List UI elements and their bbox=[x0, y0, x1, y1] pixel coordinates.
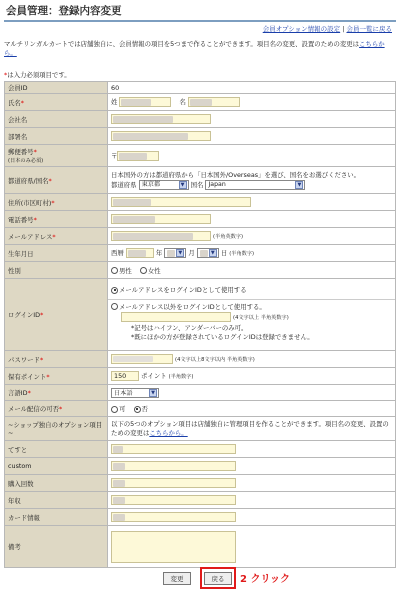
field-value-cell bbox=[108, 475, 396, 492]
blurred-value bbox=[167, 250, 175, 257]
blurred-value bbox=[113, 497, 125, 504]
chevron-down-icon[interactable]: ▼ bbox=[295, 181, 303, 189]
blurred-value bbox=[113, 133, 188, 140]
field-value-cell bbox=[108, 228, 396, 245]
field-label-cell bbox=[5, 417, 108, 441]
field-value-cell bbox=[108, 111, 396, 128]
row-option1 bbox=[5, 441, 396, 458]
field-value-cell bbox=[108, 458, 396, 475]
row-company bbox=[5, 111, 396, 128]
required-note bbox=[4, 70, 71, 79]
click-annotation: 2 クリック bbox=[240, 574, 291, 585]
gender-male-label: 男性 bbox=[119, 266, 132, 275]
blurred-value bbox=[113, 233, 193, 240]
field-value-cell bbox=[108, 401, 396, 417]
member-id-value: 60 bbox=[111, 83, 120, 92]
password-input[interactable] bbox=[111, 354, 173, 364]
phone-input[interactable] bbox=[111, 214, 211, 224]
row-option5 bbox=[5, 509, 396, 526]
zip-prefix: 〒 bbox=[111, 151, 118, 160]
field-label-cell bbox=[5, 368, 108, 385]
blurred-value bbox=[190, 99, 212, 106]
remarks-textarea[interactable] bbox=[111, 531, 236, 563]
row-points bbox=[5, 368, 396, 385]
blurred-value bbox=[113, 514, 125, 521]
row-zip bbox=[5, 145, 396, 167]
label-address: 住所(市区町村) bbox=[8, 198, 52, 207]
row-phone bbox=[5, 211, 396, 228]
field-value-cell bbox=[108, 351, 396, 368]
login-id-input[interactable] bbox=[121, 312, 231, 322]
birth-day-unit: 日 bbox=[220, 249, 228, 257]
login-email-radio[interactable] bbox=[111, 287, 118, 294]
row-prefecture bbox=[5, 167, 396, 194]
address-input[interactable] bbox=[111, 197, 251, 207]
given-name-input[interactable] bbox=[188, 97, 240, 107]
birth-day-select[interactable] bbox=[197, 248, 219, 258]
label-member-id: 会員ID bbox=[8, 84, 28, 92]
country-select[interactable]: Japan ▼ bbox=[205, 180, 305, 190]
field-value-cell bbox=[108, 526, 396, 568]
row-address bbox=[5, 194, 396, 211]
label-option3: 購入回数 bbox=[8, 479, 34, 488]
top-links bbox=[263, 24, 392, 33]
points-input[interactable]: 150 bbox=[111, 371, 139, 381]
label-remarks: 備考 bbox=[8, 543, 21, 551]
label-prefecture: 都道府県/国名 bbox=[8, 176, 49, 185]
row-login-id bbox=[5, 279, 396, 351]
field-label-cell bbox=[5, 194, 108, 211]
option2-input[interactable] bbox=[111, 461, 236, 471]
login-custom-radio[interactable] bbox=[111, 303, 118, 310]
label-gender: 性別 bbox=[8, 266, 21, 275]
row-password bbox=[5, 351, 396, 368]
birth-note: (半角数字) bbox=[229, 251, 255, 257]
blurred-value bbox=[113, 463, 125, 470]
label-email: メールアドレス bbox=[8, 232, 53, 241]
required-mark: * bbox=[46, 372, 50, 381]
field-label-cell bbox=[5, 401, 108, 417]
given-name-label: 名 bbox=[179, 98, 186, 106]
required-mark: * bbox=[20, 98, 24, 107]
login-len-note: (4文字以上 半角英数字) bbox=[233, 315, 289, 322]
login-custom-label: メールアドレス以外をログインIDとして使用する。 bbox=[119, 302, 266, 311]
option1-input[interactable] bbox=[111, 444, 236, 454]
blurred-value bbox=[128, 250, 146, 257]
chevron-down-icon[interactable]: ▼ bbox=[209, 249, 217, 257]
birth-era-label: 西暦 bbox=[111, 249, 124, 257]
member-form bbox=[4, 81, 396, 568]
mail-yes-label: 可 bbox=[119, 405, 126, 413]
field-label-cell bbox=[5, 145, 108, 167]
row-birthday bbox=[5, 245, 396, 262]
field-label-cell bbox=[5, 128, 108, 145]
login-note-symbols: *記号はハイフン、アンダーバーのみ可。 bbox=[131, 323, 248, 332]
zip-input[interactable] bbox=[117, 151, 159, 161]
birth-year-unit: 年 bbox=[155, 249, 163, 257]
row-member-id bbox=[5, 82, 396, 94]
field-value-cell bbox=[108, 167, 396, 194]
field-value-cell bbox=[108, 492, 396, 509]
field-value-cell bbox=[108, 368, 396, 385]
link-separator: | bbox=[342, 25, 345, 33]
field-value-cell bbox=[108, 441, 396, 458]
chevron-down-icon[interactable]: ▼ bbox=[176, 249, 184, 257]
points-unit: ポイント bbox=[141, 372, 167, 380]
label-phone: 電話番号 bbox=[8, 215, 34, 224]
email-input[interactable] bbox=[111, 231, 211, 241]
required-mark: * bbox=[33, 215, 37, 224]
blurred-value bbox=[113, 116, 173, 123]
department-input[interactable] bbox=[111, 131, 211, 141]
prefecture-note: 日本国外の方は都道府県から「日本国外/Overseas」を選び、国名をお選びください。 bbox=[111, 171, 361, 179]
field-value-cell bbox=[108, 128, 396, 145]
blurred-value bbox=[113, 216, 155, 223]
required-mark: * bbox=[40, 311, 44, 319]
field-label-cell bbox=[5, 211, 108, 228]
required-mark: * bbox=[39, 355, 44, 364]
label-zip: 郵便番号 bbox=[8, 148, 34, 156]
required-mark: * bbox=[51, 198, 55, 207]
points-note: (半角数字) bbox=[168, 374, 194, 380]
intro-link[interactable]: こちらから。 bbox=[4, 40, 385, 57]
prefecture-select[interactable]: 東京都 ▼ bbox=[139, 180, 189, 190]
title-divider bbox=[4, 20, 396, 22]
login-email-label: メールアドレスをログインIDとして使用する bbox=[119, 286, 247, 295]
chevron-down-icon[interactable]: ▼ bbox=[179, 181, 187, 189]
change-button[interactable]: 変更 bbox=[163, 572, 191, 585]
back-button-highlight bbox=[200, 567, 236, 589]
mail-no-label: 否 bbox=[141, 405, 148, 413]
label-language: 言語ID bbox=[8, 389, 28, 397]
field-label-cell bbox=[5, 245, 108, 262]
row-language bbox=[5, 385, 396, 401]
page-title: 会員管理：登録内容変更 bbox=[6, 5, 122, 17]
field-value-cell bbox=[108, 145, 396, 167]
required-mark: * bbox=[4, 71, 8, 79]
field-label-cell bbox=[5, 458, 108, 475]
birth-month-select[interactable] bbox=[164, 248, 186, 258]
field-label-cell bbox=[5, 492, 108, 509]
label-birthday: 生年月日 bbox=[8, 249, 34, 258]
birth-year-input[interactable] bbox=[126, 248, 154, 258]
gender-female-label: 女性 bbox=[147, 266, 161, 275]
blurred-value bbox=[119, 153, 147, 160]
mail-no-radio[interactable] bbox=[134, 406, 141, 413]
required-mark: * bbox=[33, 148, 37, 156]
company-input[interactable] bbox=[111, 114, 211, 124]
label-department: 部署名 bbox=[8, 132, 28, 141]
label-company: 会社名 bbox=[8, 115, 28, 124]
gender-female-radio[interactable] bbox=[140, 267, 147, 274]
required-mark: * bbox=[52, 232, 56, 241]
chevron-down-icon[interactable]: ▼ bbox=[149, 389, 157, 397]
label-option2: custom bbox=[8, 462, 32, 470]
blurred-value bbox=[113, 446, 123, 453]
label-login-id: ログインID bbox=[8, 311, 41, 319]
row-option3 bbox=[5, 475, 396, 492]
blurred-value bbox=[200, 250, 208, 257]
field-value-cell bbox=[108, 279, 396, 351]
email-note: (半角英数字) bbox=[213, 234, 244, 240]
field-label-cell bbox=[5, 509, 108, 526]
field-label-cell bbox=[5, 279, 108, 351]
blurred-value bbox=[121, 99, 151, 106]
field-value-cell bbox=[108, 194, 396, 211]
intro-text bbox=[4, 40, 394, 58]
required-mark: * bbox=[27, 389, 31, 397]
pref-label: 都道府県 bbox=[111, 181, 137, 189]
label-shop-options: ~ショップ独自のオプション項目~ bbox=[8, 421, 103, 437]
zip-note: (日本のみ必須) bbox=[8, 158, 44, 164]
field-value-cell bbox=[108, 262, 396, 279]
row-department bbox=[5, 128, 396, 145]
field-value-cell bbox=[108, 509, 396, 526]
field-value-cell bbox=[108, 94, 396, 111]
label-option5: カード情報 bbox=[8, 513, 40, 522]
blurred-value bbox=[113, 199, 151, 206]
row-shop-options bbox=[5, 417, 396, 441]
mail-yes-radio[interactable] bbox=[111, 406, 118, 413]
label-option4: 年収 bbox=[8, 496, 21, 505]
row-name bbox=[5, 94, 396, 111]
gender-male-radio[interactable] bbox=[111, 267, 118, 274]
blurred-value bbox=[113, 356, 153, 362]
option-settings-link[interactable]: 会員オプション情報の設定 bbox=[262, 25, 341, 33]
field-label-cell bbox=[5, 82, 108, 94]
required-note-text: は入力必須項目です。 bbox=[7, 71, 71, 79]
field-value-cell bbox=[108, 82, 396, 94]
option4-input[interactable] bbox=[111, 495, 236, 505]
login-note-duplicate: *既にほかの方が登録されているログインIDは登録できません。 bbox=[131, 333, 314, 342]
country-label: 国名 bbox=[190, 181, 204, 189]
label-name: 氏名 bbox=[8, 98, 21, 107]
label-points: 保有ポイント bbox=[8, 372, 47, 381]
field-label-cell bbox=[5, 441, 108, 458]
birth-month-unit: 月 bbox=[188, 249, 195, 257]
field-label-cell bbox=[5, 94, 108, 111]
required-mark: * bbox=[59, 405, 63, 413]
intro-body: マルチリンガルカートでは店舗独自に、会員情報の項目を5つまで作ることができます。項目名の変更、設置のための変更は bbox=[4, 40, 360, 48]
row-option2 bbox=[5, 458, 396, 475]
password-note: (4文字以上8文字以内 半角英数字) bbox=[175, 357, 255, 363]
label-password: パスワード bbox=[8, 355, 40, 364]
field-label-cell bbox=[5, 167, 108, 194]
field-label-cell bbox=[5, 385, 108, 401]
surname-input[interactable] bbox=[119, 97, 171, 107]
option3-input[interactable] bbox=[111, 478, 236, 488]
field-label-cell bbox=[5, 262, 108, 279]
surname-label: 姓 bbox=[111, 98, 118, 106]
required-mark: * bbox=[48, 176, 52, 185]
language-select[interactable]: 日本語 ▼ bbox=[111, 388, 159, 398]
row-remarks bbox=[5, 526, 396, 568]
option5-input[interactable] bbox=[111, 512, 236, 522]
row-email bbox=[5, 228, 396, 245]
label-mail-delivery: メール配信の可否 bbox=[8, 405, 59, 413]
blurred-value bbox=[113, 480, 125, 487]
field-label-cell bbox=[5, 475, 108, 492]
field-label-cell bbox=[5, 526, 108, 568]
back-to-list-link[interactable]: 会員一覧に戻る bbox=[346, 25, 392, 33]
options-note: 以下の5つのオプション項目は店舗独自に管理項目を作ることができます。項目名の変更、設置のための変更は bbox=[111, 419, 389, 437]
field-value-cell bbox=[108, 245, 396, 262]
field-value-cell bbox=[108, 385, 396, 401]
row-option4 bbox=[5, 492, 396, 509]
row-gender bbox=[5, 262, 396, 279]
field-value-cell bbox=[108, 417, 396, 441]
field-label-cell bbox=[5, 351, 108, 368]
options-link[interactable]: こちらから。 bbox=[149, 428, 188, 437]
field-label-cell bbox=[5, 228, 108, 245]
field-value-cell bbox=[108, 211, 396, 228]
field-label-cell bbox=[5, 111, 108, 128]
back-button[interactable]: 戻る bbox=[204, 572, 232, 585]
label-option1: てすと bbox=[8, 445, 28, 454]
row-mail-delivery bbox=[5, 401, 396, 417]
